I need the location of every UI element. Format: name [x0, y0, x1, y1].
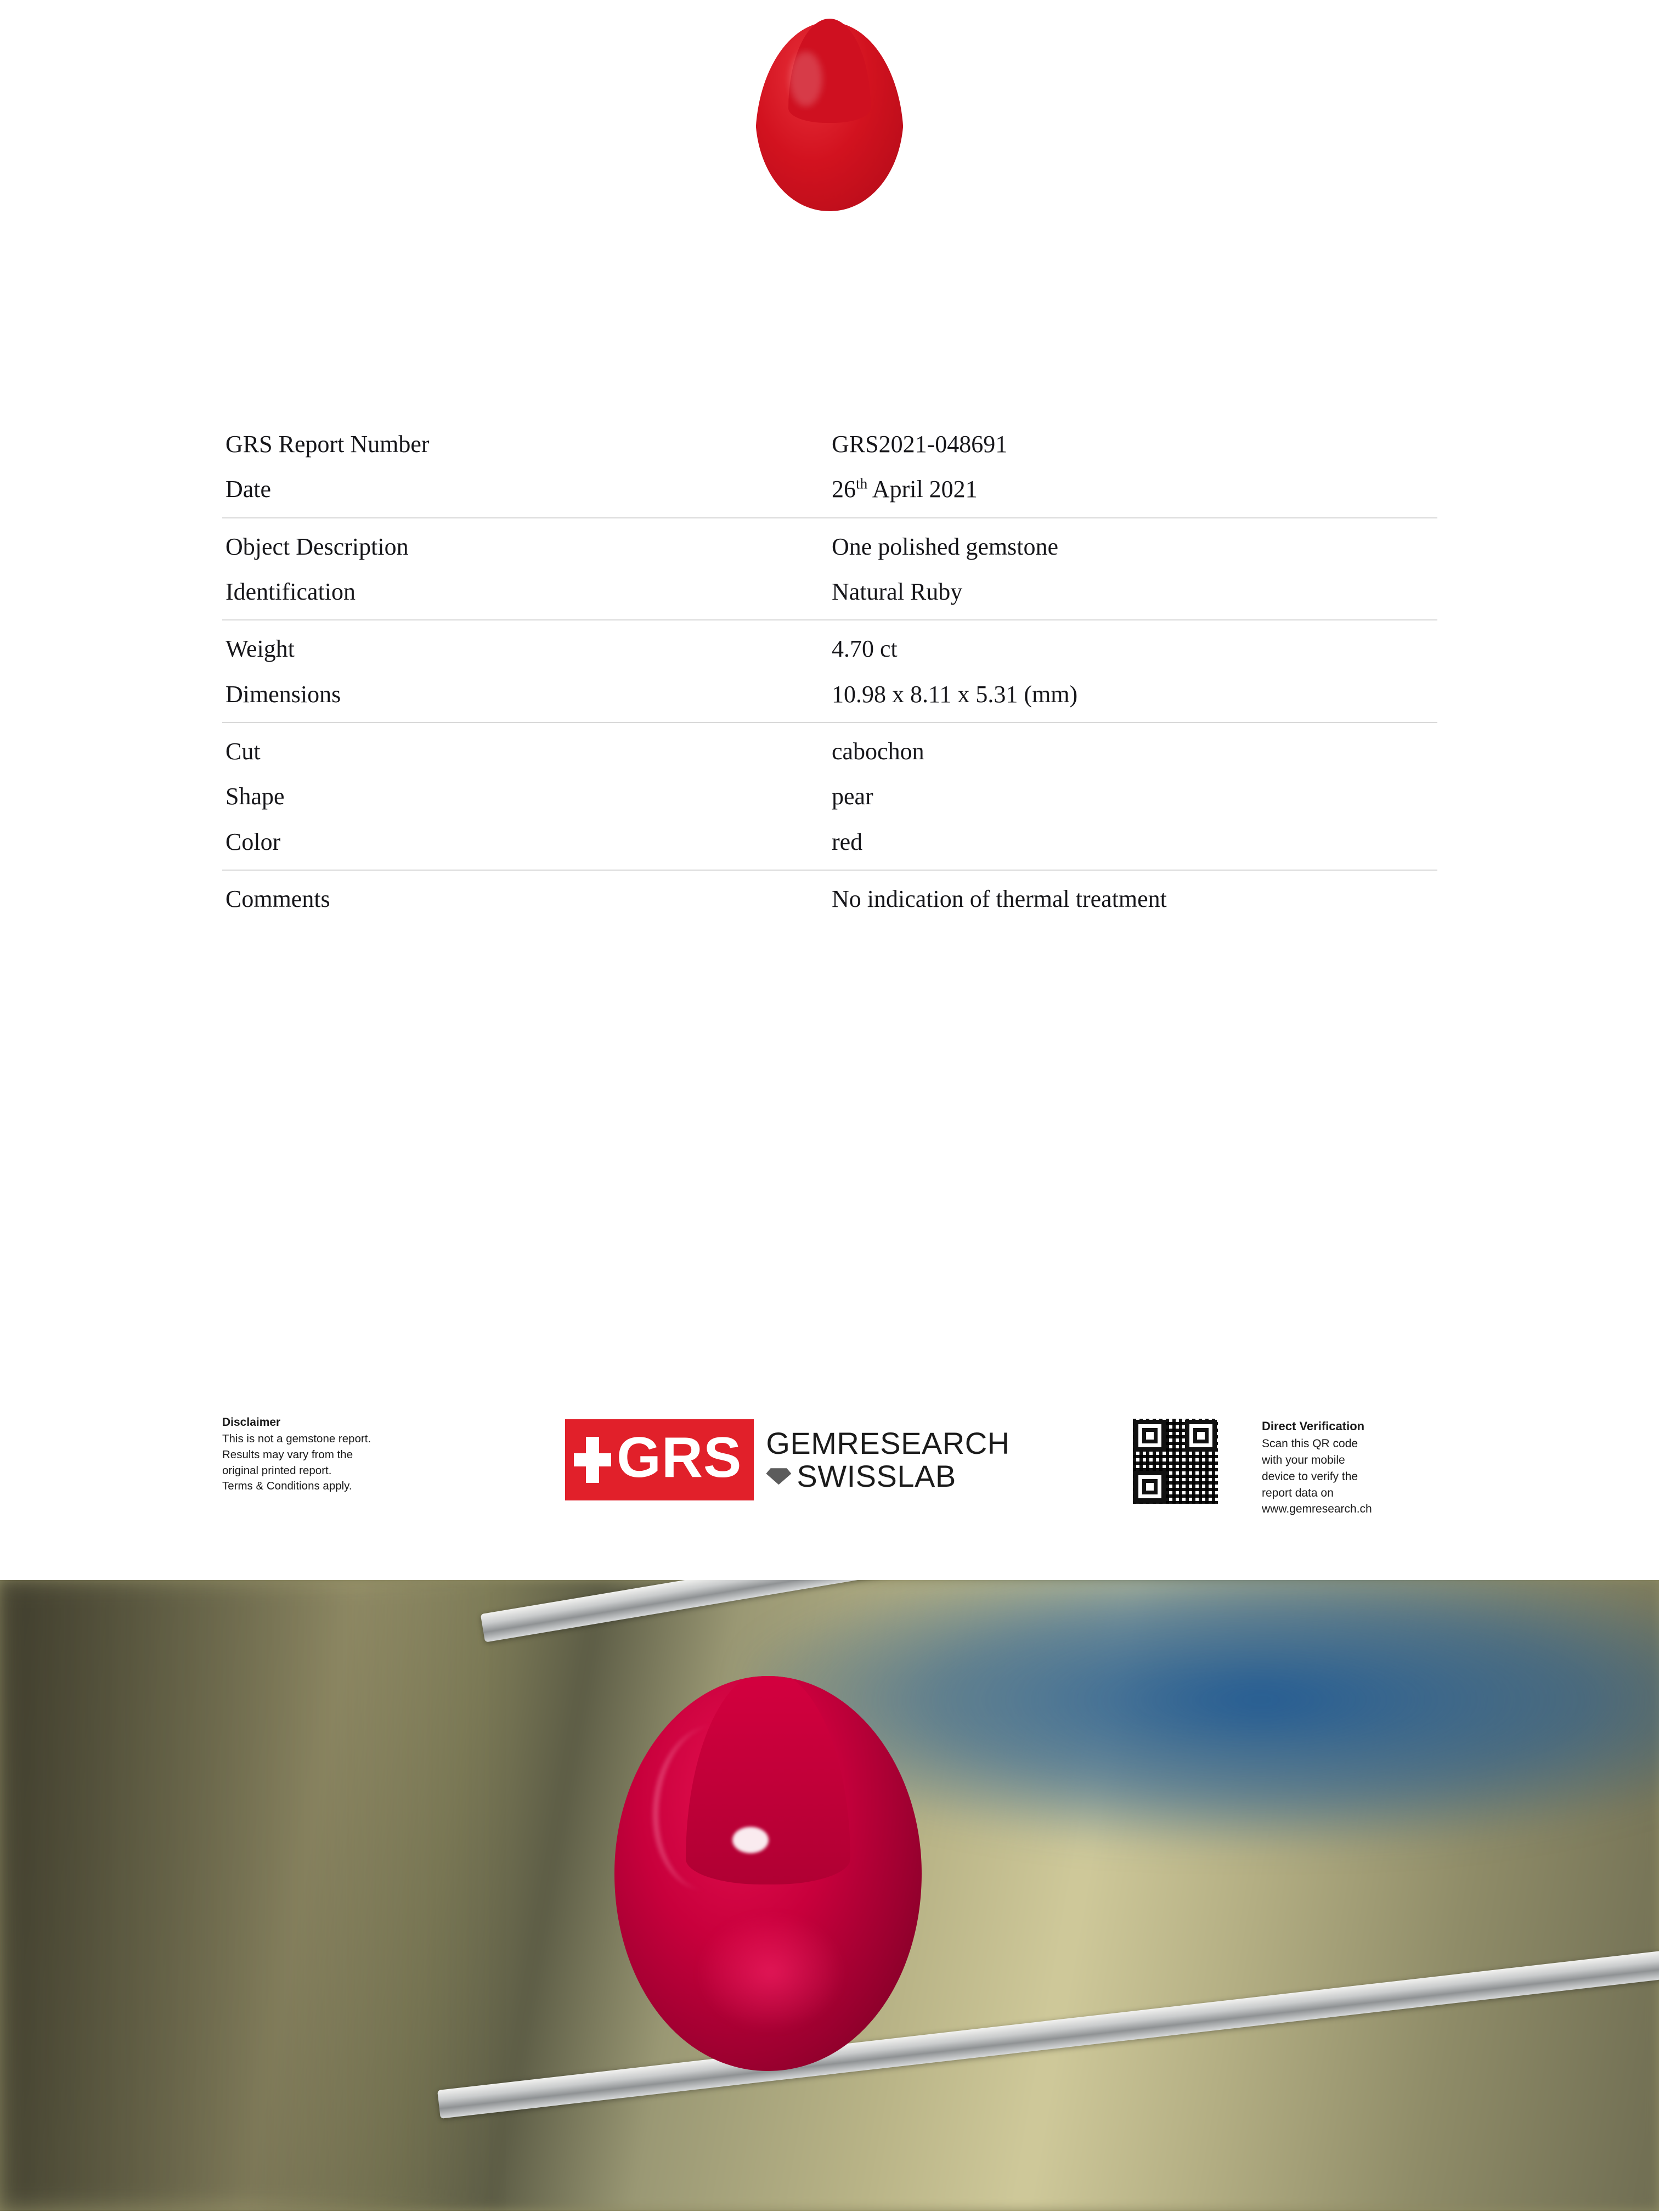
disclaimer-line-4: Terms & Conditions apply. [222, 1480, 352, 1493]
row-value: Natural Ruby [832, 570, 1437, 620]
pear-cabochon-icon [755, 22, 904, 211]
disclaimer-title: Disclaimer [222, 1416, 281, 1429]
ruby-cabochon-photo [614, 1676, 922, 2071]
row-label: Date [222, 467, 832, 517]
qr-finder-top-left [1134, 1420, 1166, 1452]
verification-block [1262, 1418, 1492, 1517]
table-row [222, 518, 1437, 570]
grs-acronym: GRS [617, 1426, 742, 1489]
row-value: cabochon [832, 737, 924, 765]
ruby-specular-highlight [732, 1827, 769, 1853]
verification-title: Direct Verification [1262, 1419, 1365, 1433]
row-value [832, 467, 1437, 517]
diamond-icon [766, 1468, 791, 1485]
table-row [222, 723, 1437, 775]
row-label: Weight [225, 635, 295, 663]
grs-name-line-2-wrap [766, 1460, 1009, 1493]
verification-website: www.gemresearch.ch [1262, 1503, 1372, 1516]
table-row [222, 620, 1437, 672]
qr-finder-top-right [1185, 1420, 1217, 1452]
report-footer [0, 1404, 1659, 1564]
row-label: Object Description [225, 533, 409, 560]
row-value: red [832, 820, 1437, 870]
row-label: GRS Report Number [225, 431, 430, 458]
date-day: 26 [832, 476, 856, 503]
qr-code[interactable] [1133, 1419, 1218, 1504]
swiss-cross-bar-v [586, 1437, 599, 1483]
row-label: Comments [225, 885, 330, 912]
verification-line-1: Scan this QR code [1262, 1437, 1358, 1451]
row-label: Identification [222, 570, 832, 620]
verification-line-2: with your mobile [1262, 1454, 1345, 1467]
row-value: 4.70 ct [832, 635, 898, 663]
photo-background-shadow [0, 1580, 498, 2211]
verification-line-4: report data on [1262, 1486, 1334, 1499]
table-row [222, 820, 1437, 870]
gem-highlight [789, 52, 822, 106]
row-label: Color [222, 820, 832, 870]
table-row [222, 775, 1437, 820]
grs-name-line-1: GEMRESEARCH [766, 1425, 1010, 1460]
row-value: 10.98 x 8.11 x 5.31 (mm) [832, 673, 1437, 723]
row-value: No indication of thermal treatment [832, 885, 1167, 912]
date-ordinal: th [856, 475, 868, 492]
row-label: Shape [225, 783, 285, 810]
row-label: Cut [225, 737, 261, 765]
row-value: GRS2021-048691 [832, 431, 1008, 458]
date-month-year: April 2021 [867, 476, 978, 503]
grs-logo [565, 1419, 1010, 1501]
grs-name-line-2: SWISSLAB [797, 1459, 956, 1493]
table-row [222, 673, 1437, 723]
gem-illustration [0, 22, 1659, 219]
verification-line-3: device to verify the [1262, 1470, 1358, 1483]
report-details-table [222, 422, 1437, 922]
ruby-edge-reflection [653, 1725, 768, 1890]
swiss-cross-icon [574, 1437, 611, 1483]
gemstone-photo [0, 1580, 1659, 2211]
row-value: pear [832, 783, 873, 810]
disclaimer-line-1: This is not a gemstone report. [222, 1432, 371, 1446]
table-row [222, 570, 1437, 620]
disclaimer-line-2: Results may vary from the [222, 1448, 353, 1462]
ruby-inner-glow [697, 1912, 845, 2033]
grs-logo-mark [565, 1419, 754, 1500]
table-row [222, 422, 1437, 467]
row-label: Dimensions [222, 673, 832, 723]
row-value: One polished gemstone [832, 533, 1059, 560]
table-row [222, 870, 1437, 922]
qr-finder-bottom-left [1134, 1471, 1166, 1503]
disclaimer-block [222, 1414, 480, 1494]
table-row [222, 467, 1437, 517]
grs-wordmark [766, 1427, 1009, 1493]
disclaimer-line-3: original printed report. [222, 1464, 332, 1477]
